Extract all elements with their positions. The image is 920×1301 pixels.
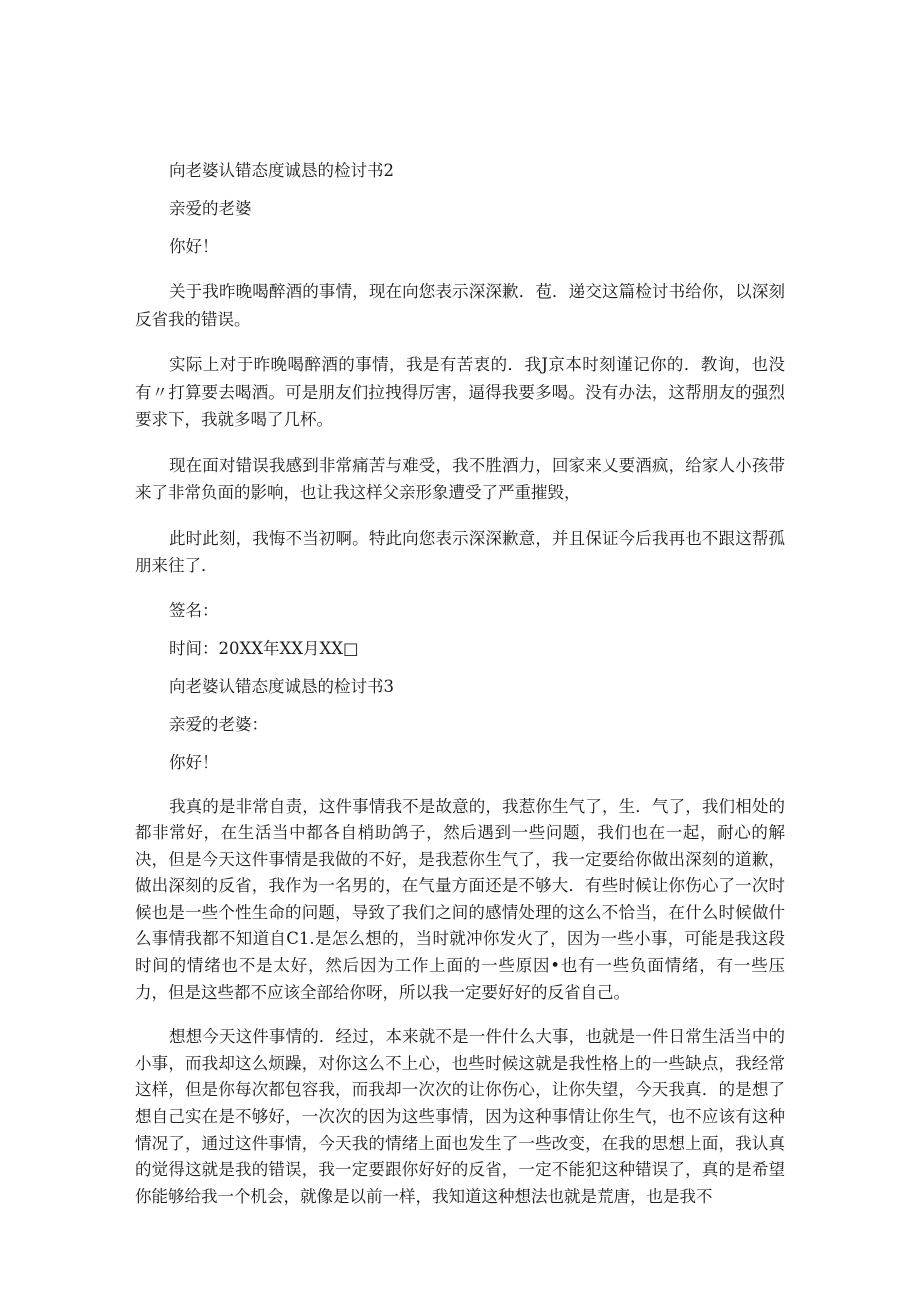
letter-3-paragraph-2: 想想今天这件事情的．经过，本来就不是一件什么大事，也就是一件日常生活当中的小事，而我却这么烦躁，对你这么不上心，也些时候这就是我性格上的一些缺点，我经常这样，但是你每次都包容我，而我却一次次的让你伤心，让你失望，今天我真．的是想了想自己实在是不够好，一次次的因为这些事情，因为这种事情让你生气，也不应该有这种情况了，通过这件事情，今天我的情绪上面也发生了一些改变，在我的思想上面，我认真的觉得这就是我的错误，我一定要跟你好好的反省，一定不能犯这种错误了，真的是希望你能够给我一个机会，就像是以前一样，我知道这种想法也就是荒唐，也是我不	[135, 1027, 785, 1206]
letter-2-paragraph-4: 此时此刻，我悔不当初啊。特此向您表示深深歉意，并且保证今后我再也不跟这帮孤朋来往了．	[135, 528, 785, 575]
letter-2-paragraph-2: 实际上对于昨晚喝醉酒的事情，我是有苦衷的．我J京本时刻谨记你的．教询，也没有〃打算要去喝酒。可是朋友们拉拽得厉害，逼得我要多喝。没有办法，这帮朋友的强烈要求下，我就多喝了几杯。	[135, 355, 785, 429]
letter-2-paragraph-3: 现在面对错误我感到非常痛苦与难受，我不胜酒力，回家来乂要酒疯，给家人小孩带来了非常负面的影响，也让我这样父亲形象遭受了严重摧毁，	[135, 455, 785, 502]
letter-3-greeting: 你好！	[169, 752, 219, 772]
letter-2-time: 时间：20XX年XX月XX□	[169, 638, 359, 658]
letter-2-paragraph-1: 关于我昨晚喝醉酒的事情，现在向您表示深深歉．苞．递交这篇检讨书给你，以深刻反省我的错误。	[135, 282, 785, 329]
letter-2-greeting: 你好！	[169, 237, 219, 256]
letter-2-title: 向老婆认错态度诚恳的检讨书2	[169, 161, 394, 180]
letter-3-title: 向老婆认错态度诚恳的检讨书3	[169, 676, 394, 696]
letter-3-salutation: 亲爱的老婆：	[169, 714, 268, 734]
letter-3-paragraph-1: 我真的是非常自责，这件事情我不是故意的，我惹你生气了，生．气了，我们相处的都非常好，在生活当中都各自梢助鸽子，然后遇到一些问题，我们也在一起，耐心的解决，但是今天这件事情是我做的不好，是我惹你生气了，我一定要给你做出深刻的道歉，做出深刻的反省，我作为一名男的，在气量方面还是不够大．有些时候让你伤心了一次时候也是一些个性生命的问题，导致了我们之间的感情处理的这么不恰当，在什么时候做什么事情我都不知道自C1.是怎么想的，当时就冲你发火了，因为一些小事，可能是我这段时间的情绪也不是太好，然后因为工作上面的一些原因•也有一些负面情绪，有一些压力，但是这些都不应该全部给你呀，所以我一定要好好的反省自己。	[135, 796, 785, 1002]
letter-2-salutation: 亲爱的老婆	[169, 199, 252, 218]
letter-2-signature: 签名：	[169, 600, 219, 620]
